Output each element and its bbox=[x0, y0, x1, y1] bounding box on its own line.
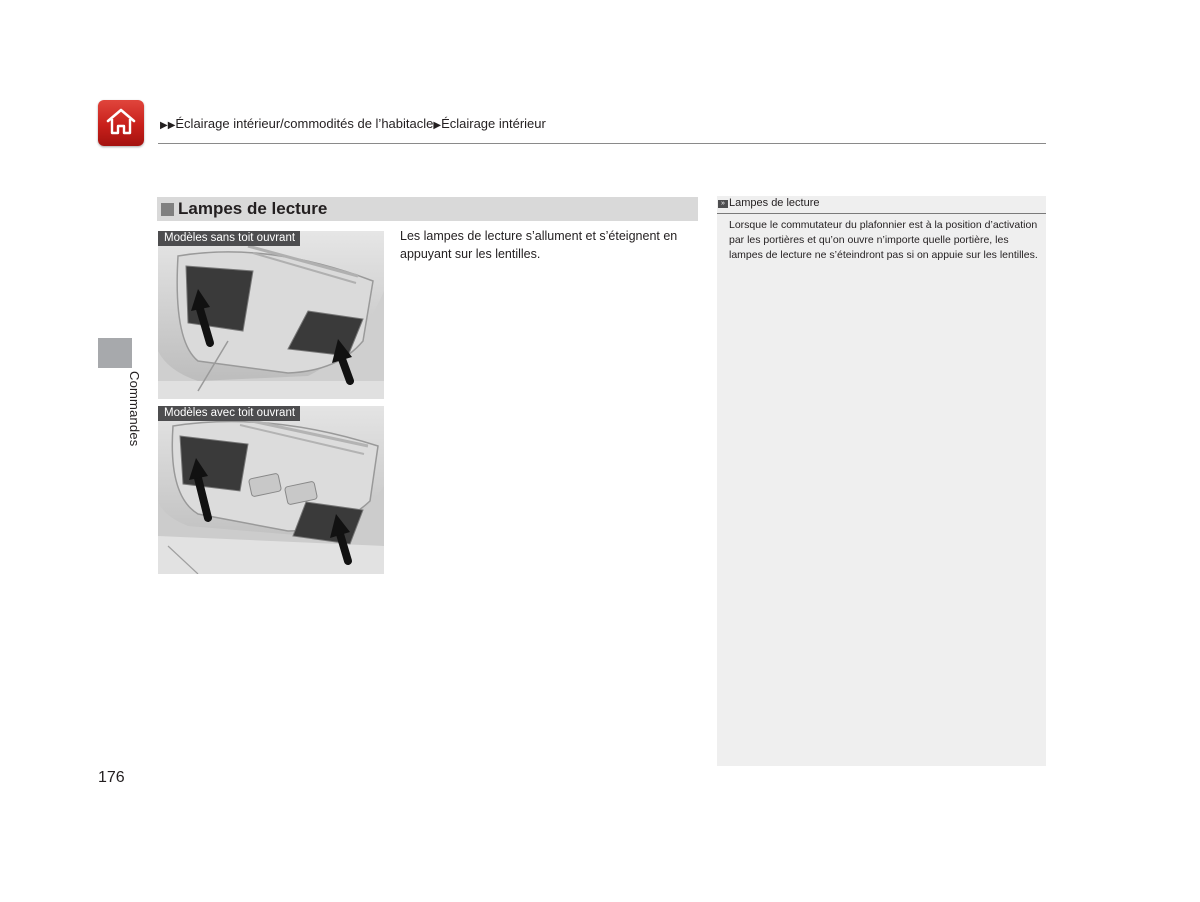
note-icon: » bbox=[718, 200, 728, 208]
home-button[interactable] bbox=[98, 100, 144, 146]
section-heading bbox=[157, 197, 698, 221]
breadcrumb-item-eclairage[interactable]: Éclairage intérieur bbox=[441, 116, 546, 131]
reading-lamps-illustration bbox=[158, 231, 384, 399]
breadcrumb-arrow-icon: ▶▶ bbox=[160, 120, 176, 131]
side-note-text: Lorsque le commutateur du plafonnier est à la position d’activation par les portières et qu’on ouvre n’importe quelle portière, les lampes de lecture ne s’éteindront pas si on appuie sur les lentilles. bbox=[729, 219, 1038, 261]
figure-label: Modèles avec toit ouvrant bbox=[158, 406, 300, 421]
side-note-title: Lampes de lecture bbox=[729, 197, 820, 209]
figure-label: Modèles sans toit ouvrant bbox=[158, 231, 300, 246]
figure-with-sunroof bbox=[158, 406, 384, 574]
body-paragraph: Les lampes de lecture s’allument et s’éteignent en appuyant sur les lentilles. bbox=[400, 229, 678, 261]
figure-without-sunroof bbox=[158, 231, 384, 399]
section-title: Lampes de lecture bbox=[178, 199, 328, 218]
chapter-label: Commandes bbox=[127, 371, 142, 447]
breadcrumb-item-habitacle[interactable]: Éclairage intérieur/commodités de l’habitacle bbox=[175, 116, 434, 131]
header-divider bbox=[158, 143, 1046, 144]
section-square-icon bbox=[161, 203, 174, 216]
breadcrumb bbox=[160, 116, 546, 131]
side-note-panel bbox=[717, 196, 1046, 766]
page-number: 176 bbox=[98, 769, 125, 786]
side-note-header bbox=[717, 196, 1046, 214]
reading-lamps-sunroof-illustration bbox=[158, 406, 384, 574]
home-icon bbox=[105, 106, 137, 138]
breadcrumb-arrow-icon: ▶ bbox=[433, 120, 442, 131]
chapter-tab[interactable] bbox=[98, 338, 132, 368]
